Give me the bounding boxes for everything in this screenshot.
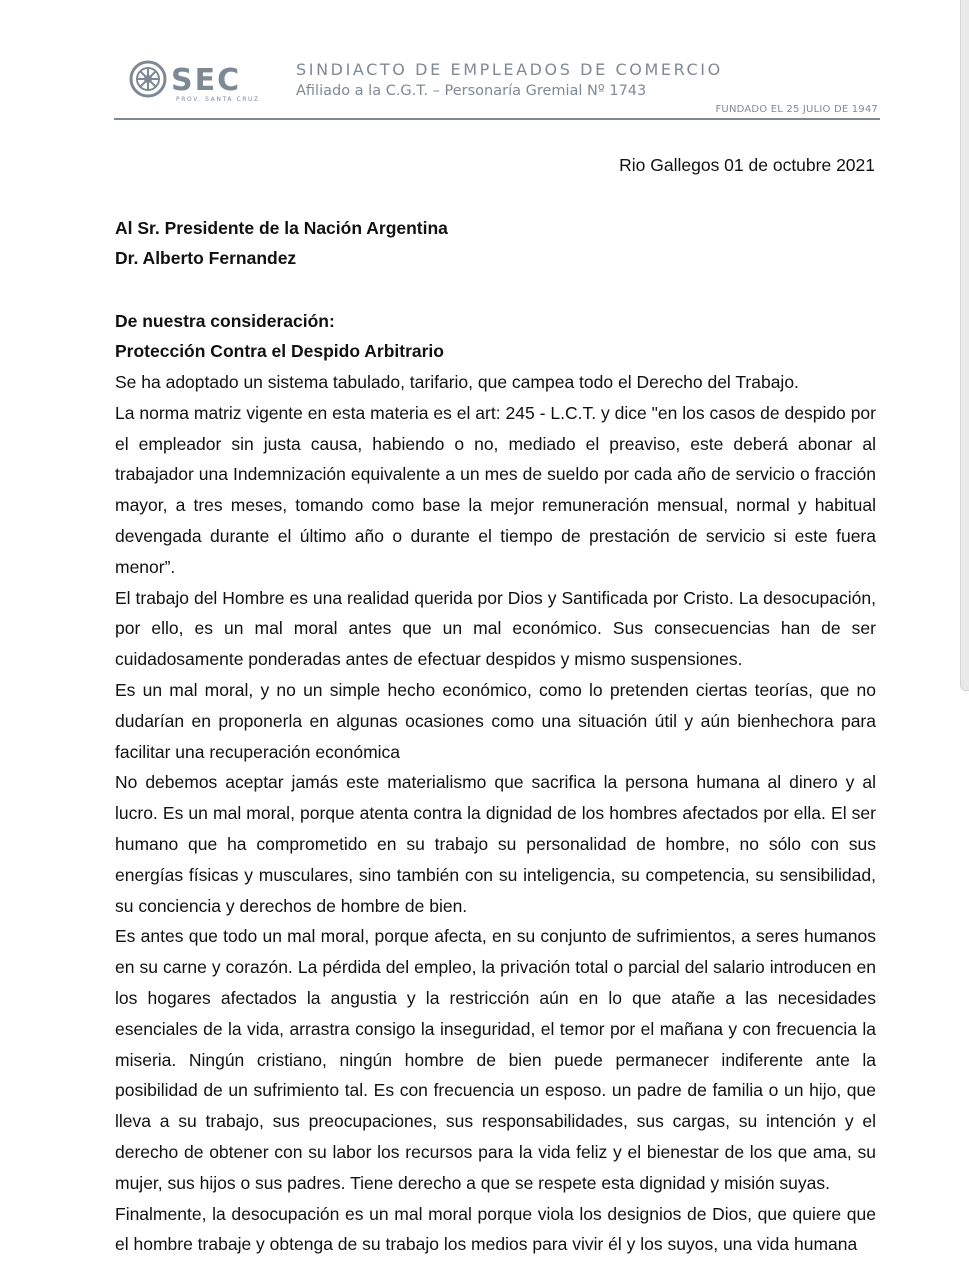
page-scroll-edge[interactable] [960,0,969,691]
svg-text:SEC: SEC [171,63,242,98]
letter-body [115,367,876,1260]
paragraph: No debemos aceptar jamás este materialismo que sacrifica la persona humana al dinero y al lucro. Es un mal moral, porque atenta contra la dignidad de los hombres afectados por ella. El ser humano que ha comprometido en su trabajo su personalidad de hombre, no sólo con sus energías físicas y musculares, sino también con su inteligencia, su competencia, su sensibilidad, su conciencia y derechos de hombre de bien. [115,772,876,916]
paragraph: Es un mal moral, y no un simple hecho económico, como lo pretenden ciertas teorías, que no dudarían en proponerla en algunas ocasiones como una situación útil y aún bienhechora para facilitar una recuperación económica [115,679,876,762]
paragraph: Es antes que todo un mal moral, porque afecta, en su conjunto de sufrimientos, a seres humanos en su carne y corazón. La pérdida del empleo, la privación total o parcial del salario introducen en los hogares afectados la angustia y la restricción aún en lo que atañe a las necesidades esenciales de la vida, arrastra consigo la inseguridad, el temor por el mañana y con frecuencia la miseria. Ningún cristiano, ningún hombre de bien puede permanecer indiferente ante la posibilidad de un sufrimiento tal. Es con frecuencia un esposo. un padre de familia o un hijo, que lleva a su trabajo, sus preocupaciones, sus responsabilidades, sus cargas, su intención y el derecho de obtener con su labor los recursos para la vida feliz y el bienestar de los que ama, su mujer, sus hijos o sus padres. Tiene derecho a que se respete esta dignidad y misión suyas. [115,926,876,1193]
sec-logo [128,58,268,102]
paragraph: Finalmente, la desocupación es un mal moral porque viola los designios de Dios, que quiere que el hombre trabaje y obtenga de su trabajo los medios para vivir él y los suyos, una vida humana [115,1203,876,1255]
addressee-name: Dr. Alberto Fernandez [115,248,297,268]
founded-date: FUNDADO EL 25 JULIO DE 1947 [715,104,878,115]
paragraph: La norma matriz vigente en esta materia es el art: 245 - L.C.T. y dice "en los casos de despido por el empleador sin justa causa, habiendo o no, mediado el preaviso, este deberá abonar al trabajador una Indemnización equivalente a un mes de sueldo por cada año de servicio o fracción mayor, a tres meses, tomando como base la mejor remuneración mensual, normal y habitual devengada durante el último año o durante el tiempo de prestación de servicio si este fuera menor”. [115,402,876,577]
svg-text:PROV. SANTA CRUZ: PROV. SANTA CRUZ [176,96,260,102]
greeting: De nuestra consideración: [115,311,335,331]
sec-logo-graphic [128,58,268,102]
org-name: SINDIACTO DE EMPLEADOS DE COMERCIO [296,60,723,79]
header-divider [114,118,880,120]
paragraph: Se ha adoptado un sistema tabulado, tarifario, que campea todo el Derecho del Trabajo. [115,372,799,392]
org-affiliation: Afiliado a la C.G.T. – Personaría Gremial Nº 1743 [296,83,647,99]
letter-subject: Protección Contra el Despido Arbitrario [115,341,444,361]
paragraph: El trabajo del Hombre es una realidad querida por Dios y Santificada por Cristo. La desocupación, por ello, es un mal moral antes que un mal económico. Sus consecuencias han de ser cuidadosamente ponderadas antes de efectuar despidos y mismo suspensiones. [115,587,876,670]
addressee-title: Al Sr. Presidente de la Nación Argentina [115,218,448,238]
letter-date: Rio Gallegos 01 de octubre 2021 [619,155,875,175]
